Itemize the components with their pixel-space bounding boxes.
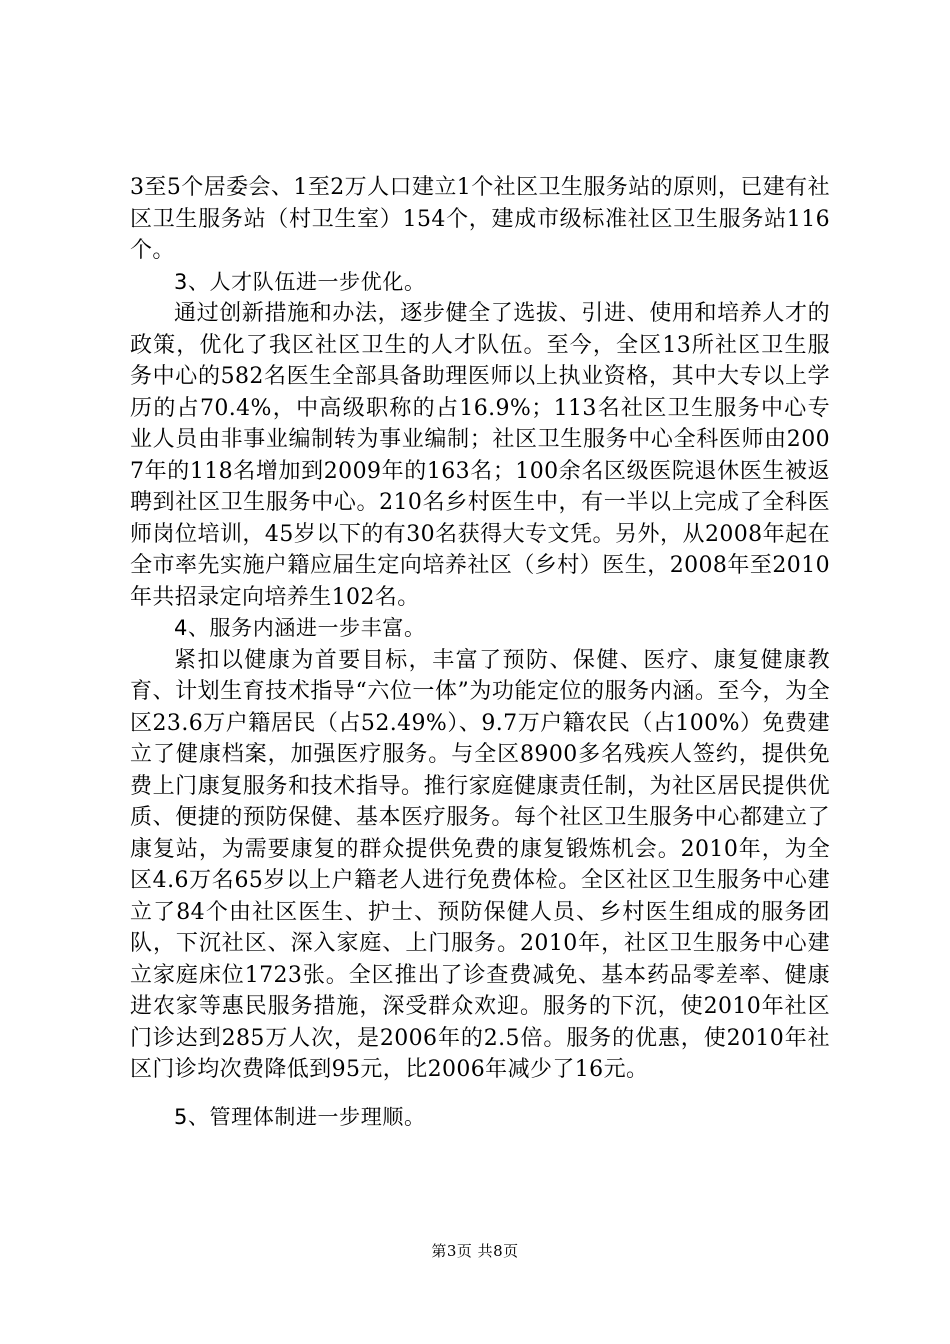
- intro-paragraph: 3至5个居委会、1至2万人口建立1个社区卫生服务站的原则，已建有社区卫生服务站（村卫生室）154个，建成市级标准社区卫生服务站116个。: [130, 175, 830, 263]
- section-heading-5: 5、管理体制进一步理顺。: [174, 1104, 426, 1129]
- section-heading-4: 4、服务内涵进一步丰富。: [174, 616, 426, 640]
- section-paragraph-4: 紧扣以健康为首要目标，丰富了预防、保健、医疗、康复健康教育、计划生育技术指导“六位一体”为功能定位的服务内涵。至今，为全区23.6万户籍居民（占52.49%）、9.7万户籍农民（占100%）免费建立了健康档案，加强医疗服务。与全区8900多名残疾人签约，提供免费上门康复服务和技术指导。推行家庭健康责任制，为社区居民提供优质、便捷的预防保健、基本医疗服务。每个社区卫生服务中心都建立了康复站，为需要康复的群众提供免费的康复锻炼机会。2010年，为全区4.6万名65岁以上户籍老人进行免费体检。全区社区卫生服务中心建立了84个由社区医生、护士、预防保健人员、乡村医生组成的服务团队，下沉社区、深入家庭、上门服务。2010年，社区卫生服务中心建立家庭床位1723张。全区推出了诊查费减免、基本药品零差率、健康进农家等惠民服务措施，深受群众欢迎。服务的下沉，使2010年社区门诊达到285万人次，是2006年的2.5倍。服务的优惠，使2010年社区门诊均次费降低到95元，比2006年减少了16元。: [130, 647, 830, 1082]
- page-footer: 第3页 共8页: [431, 1242, 519, 1260]
- document-body: [130, 172, 830, 1133]
- section-paragraph-3: 通过创新措施和办法，逐步健全了选拔、引进、使用和培养人才的政策，优化了我区社区卫生的人才队伍。至今，全区13所社区卫生服务中心的582名医生全部具备助理医师以上执业资格，其中大专以上学历的占70.4%，中高级职称的占16.9%；113名社区卫生服务中心专业人员由非事业编制转为事业编制；社区卫生服务中心全科医师由2007年的118名增加到2009年的163名；100余名区级医院退休医生被返聘到社区卫生服务中心。210名乡村医生中，有一半以上完成了全科医师岗位培训，45岁以下的有30名获得大专文凭。另外，从2008年起在全市率先实施户籍应届生定向培养社区（乡村）医生，2008年至2010年共招录定向培养生102名。: [130, 301, 830, 610]
- section-heading-3: 3、人才队伍进一步优化。: [174, 269, 426, 294]
